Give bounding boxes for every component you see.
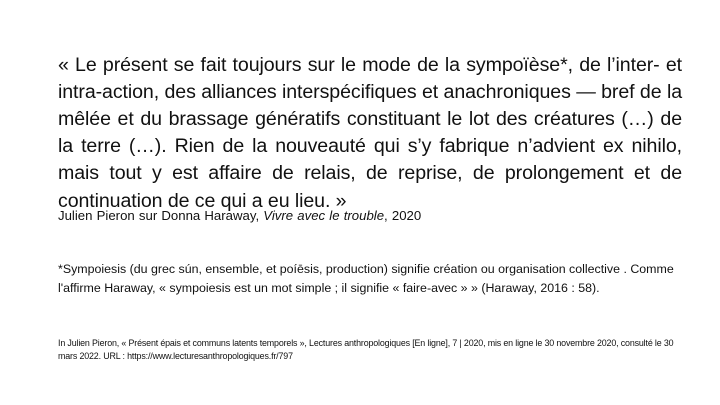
attribution-year: , 2020 <box>384 208 422 223</box>
footnote-text: *Sympoiesis (du grec sún, ensemble, et poíēsis, production) signifie création ou organisation collective . Comme l'affirme Haraway, « sympoiesis est un mot simple ; il signifie « faire-avec » » (Haraway, 2016 : 58). <box>58 262 674 295</box>
attribution <box>58 207 678 225</box>
source-citation: In Julien Pieron, « Présent épais et communs latents temporels », Lectures anthropologiques [En ligne], 7 | 2020, mis en ligne le 30 novembre 2020, consulté le 30 mars 2022. URL : https://www.lecturesanthropologiques.fr/797 <box>58 337 674 361</box>
attribution-prefix: Julien Pieron sur Donna Haraway, <box>58 208 264 223</box>
book-title: Vivre avec le trouble <box>263 208 385 223</box>
quote-text: « Le présent se fait toujours sur le mode de la sympoïèse*, de l’inter- et intra-action, des alliances interspécifiques et anachroniques — bref de la mêlée et du brassage génératifs constituant le lot des créatures (…) de la terre (…). Rien de la nouveauté qui s’y fabrique n’advient ex nihilo, mais tout y est affaire de relais, de reprise, de prolongement et de continuation de ce qui a eu lieu. » <box>58 53 682 212</box>
